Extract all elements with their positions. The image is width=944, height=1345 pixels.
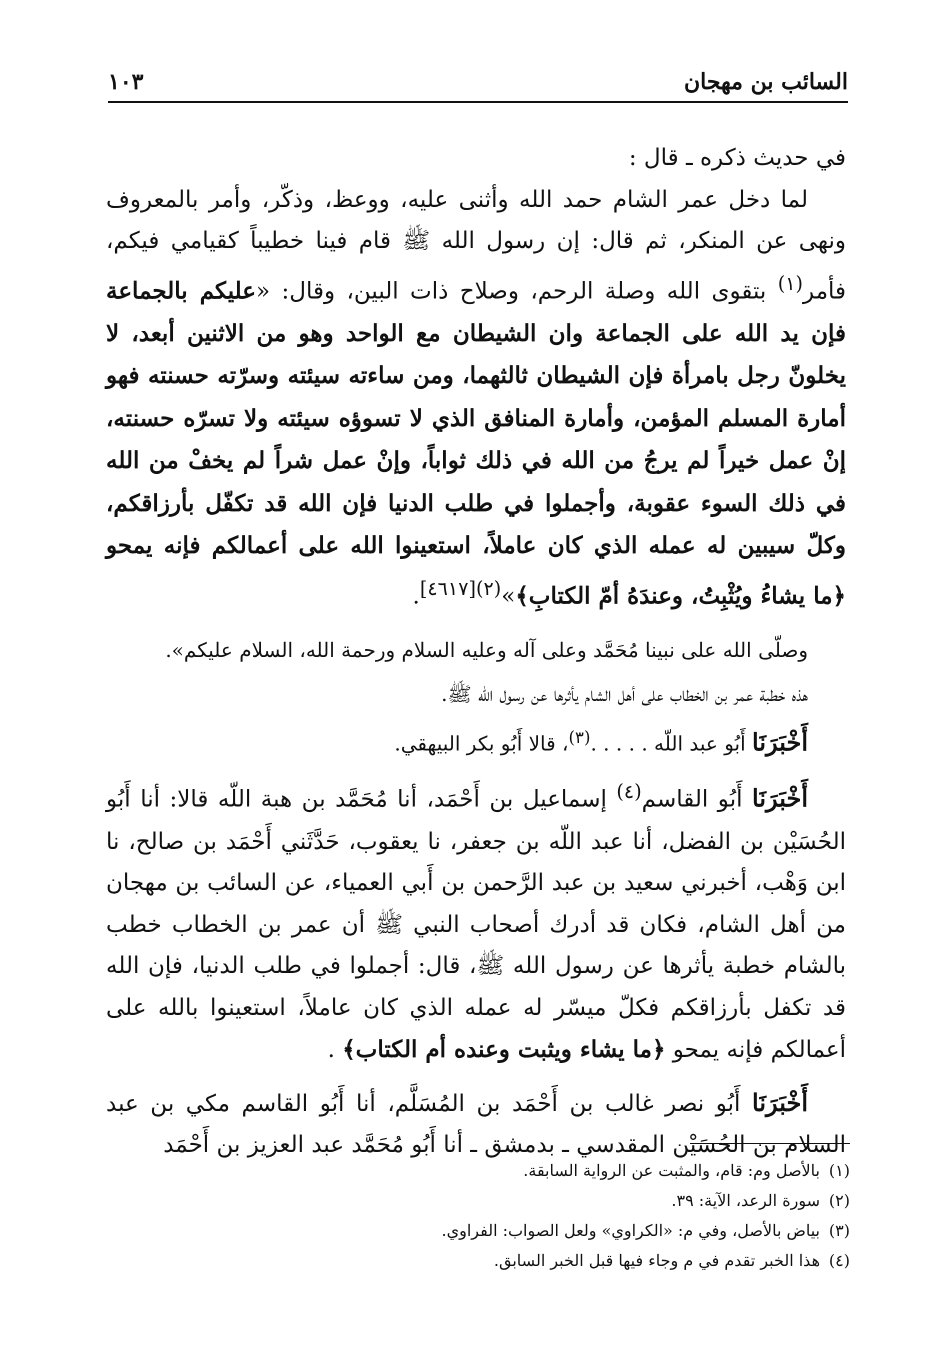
header-divider xyxy=(108,101,848,103)
footnotes xyxy=(300,1156,850,1276)
footnote-number: (٢) xyxy=(828,1191,850,1210)
akhbarana-keyword: أَخْبَرَنَا xyxy=(752,727,808,757)
akhbarana-keyword: أَخْبَرَنَا xyxy=(752,1087,808,1117)
khutba-bold-text: عليكم بالجماعة فإن يد الله على الجماعة وان الشيطان مع الواحد وهو من الاثنين أبعد، لا يخلونّ رجل بامرأة فإن الشيطان ثالثهما، ومن ساءته سيئته وسرّته حسنته فهو أمارة المسلم المؤمن، وأمارة المنافق الذي لا تسوؤه سيئته ولا تسرّه حسنته، إنْ عمل خيراً لم يرجُ من الله في ذلك ثواباً، وإنْ عمل شراً لم يخفْ من الله في ذلك السوء عقوبة، وأجملوا في طلب الدنيا فإن الله قد تكفّل بأرزاقكم، وكلّ سيبين له عمله الذي كان عاملاً، استعينوا الله على أعمالكم فإنه يمحو ﴿ما يشاءُ ويُثْبِتُ، وعندَهُ أمّ الكتابِ﴾ xyxy=(106,277,846,610)
footnote-text: سورة الرعد، الآية: ٣٩. xyxy=(671,1191,820,1210)
intro-line: في حديث ذكره ـ قال : xyxy=(628,145,846,171)
main-text xyxy=(106,138,846,1167)
page-header xyxy=(108,62,848,102)
footnote-number: (٤) xyxy=(828,1251,850,1270)
isnad-final-text: أَبُو نصر غالب بن أَحْمَد بن المُسَلَّم، أنا أَبُو القاسم مكي بن عبد السلام بن الحُسَيْن المقدسي ـ بدمشق ـ أنا أَبُو مُحَمَّد عبد العزيز بن أَحْمَد xyxy=(106,1090,846,1159)
khutba-paragraph: لما دخل عمر الشام حمد الله وأثنى عليه، ووعظ، وذكّر، وأمر بالمعروف ونهى عن المنكر، ثم قال: إن رسول الله ﷺ قام فينا خطيباً كقيامي فيكم، فأمر$^{(١)}$ بتقوى الله وصلة الرحم، وصلاح ذات البين، وقال: «عليكم بالجماعة فإن يد الله على الجماعة وان الشيطان مع الواحد وهو من الاثنين أبعد، لا يخلونّ رجل بامرأة فإن الشيطان ثالثهما، ومن ساءته سيئته وسرّته حسنته فهو أمارة المسلم المؤمن، وأمارة المنافق الذي لا تسوؤه سيئته ولا تسرّه حسنته، إنْ عمل خيراً لم يرجُ من الله في ذلك ثواباً، وإنْ عمل شراً لم يخفْ من الله في ذلك السوء عقوبة، وأجملوا في طلب الدنيا فإن الله قد تكفّل بأرزاقكم، وكلّ سيبين له عمله الذي كان عاملاً، استعينوا الله على أعمالكم فإنه يمحو ﴿ما يشاءُ ويُثْبِتُ، وعندَهُ أمّ الكتابِ﴾»$^{(٢)[٤٦١٧]}$. xyxy=(106,186,847,610)
footnote-number: (١) xyxy=(828,1161,850,1180)
footnote-item xyxy=(300,1186,850,1216)
footnote-ref-4: (٤) xyxy=(616,780,642,804)
khutba-text-2: بتقوى الله وصلة الرحم، وصلاح ذات البين، وقال: « xyxy=(256,278,778,305)
isnad-final xyxy=(106,1082,846,1167)
isnad-end: . xyxy=(327,1037,343,1064)
footnote-text: بالأصل وم: قام، والمثبت عن الرواية السابقة. xyxy=(523,1161,820,1180)
footnote-number: (٣) xyxy=(828,1221,850,1240)
khutba-text-1: لما دخل عمر الشام حمد الله وأثنى عليه، ووعظ، وذكّر، وأمر بالمعروف ونهى عن المنكر، ثم قال: إن رسول الله ﷺ قام فينا خطيباً كقيامي فيكم، فأمر xyxy=(106,186,847,305)
isnad-short xyxy=(106,716,846,766)
salat-line: وصلّى الله على نبينا مُحَمَّد وعلى آله وعليه السلام ورحمة الله، السلام عليكم». xyxy=(165,637,808,662)
footnote-text: هذا الخبر تقدم في م وجاء فيها قبل الخبر السابق. xyxy=(493,1251,820,1270)
isnad-short-b: ، قالا أَبُو بكر البيهقي. xyxy=(394,731,569,756)
footnote-text: بياض بالأصل، وفي م: «الكراوي» ولعل الصواب: الفراوي. xyxy=(441,1221,820,1240)
quran-quote: ﴿ما يشاء ويثبت وعنده أم الكتاب﴾ xyxy=(342,1036,666,1064)
footnote-item xyxy=(300,1156,850,1186)
isnad-text-b: إسماعيل بن أَحْمَد، أنا مُحَمَّد بن هبة اللّه قالا: أنا أَبُو الحُسَيْن بن الفضل، أنا عبد اللّه بن جعفر، نا يعقوب، حَدَّثَني أَحْمَد بن صالح، نا ابن وَهْب، أخبرني سعيد بن عبد الرَّحمن بن أَبي العمياء، عن السائب بن مهجان من أهل الشام، فكان قد أدرك أصحاب النبي ﷺ أن عمر بن الخطاب خطب بالشام خطبة يأثرها عن رسول الله ﷺ، قال: أجملوا في طلب الدنيا، فإن الله قد تكفل بأرزاقكم فكلّ ميسّر له عمله الذي كان عاملاً، استعينوا بالله على أعمالكم فإنه يمحو xyxy=(106,787,846,1064)
akhbarana-keyword: أَخْبَرَنَا xyxy=(752,784,808,814)
footnote-item xyxy=(300,1216,850,1246)
isnad-short-a: أَبُو عبد اللّه . . . . . xyxy=(590,731,753,756)
footnote-ref-3: (٣) xyxy=(568,727,591,747)
footnote-item xyxy=(300,1246,850,1276)
footnote-divider xyxy=(690,1143,850,1144)
page-number: ١٠٣ xyxy=(108,69,144,95)
isnad-text-a: أَبُو القاسم xyxy=(641,787,753,814)
footnote-ref-2: (٢) xyxy=(475,576,502,600)
running-title: السائب بن مهجان xyxy=(683,69,848,95)
khutba-close-quote: » xyxy=(501,583,516,610)
isnad-paragraph xyxy=(106,771,846,1071)
footnote-ref-1: (١) xyxy=(777,271,803,295)
hadith-number: [٤٦١٧] xyxy=(419,576,476,600)
attribution-line: هذه خطبة عمر بن الخطاب على أهل الشام يأثرها عن رسول الله ﷺ. xyxy=(441,681,808,706)
